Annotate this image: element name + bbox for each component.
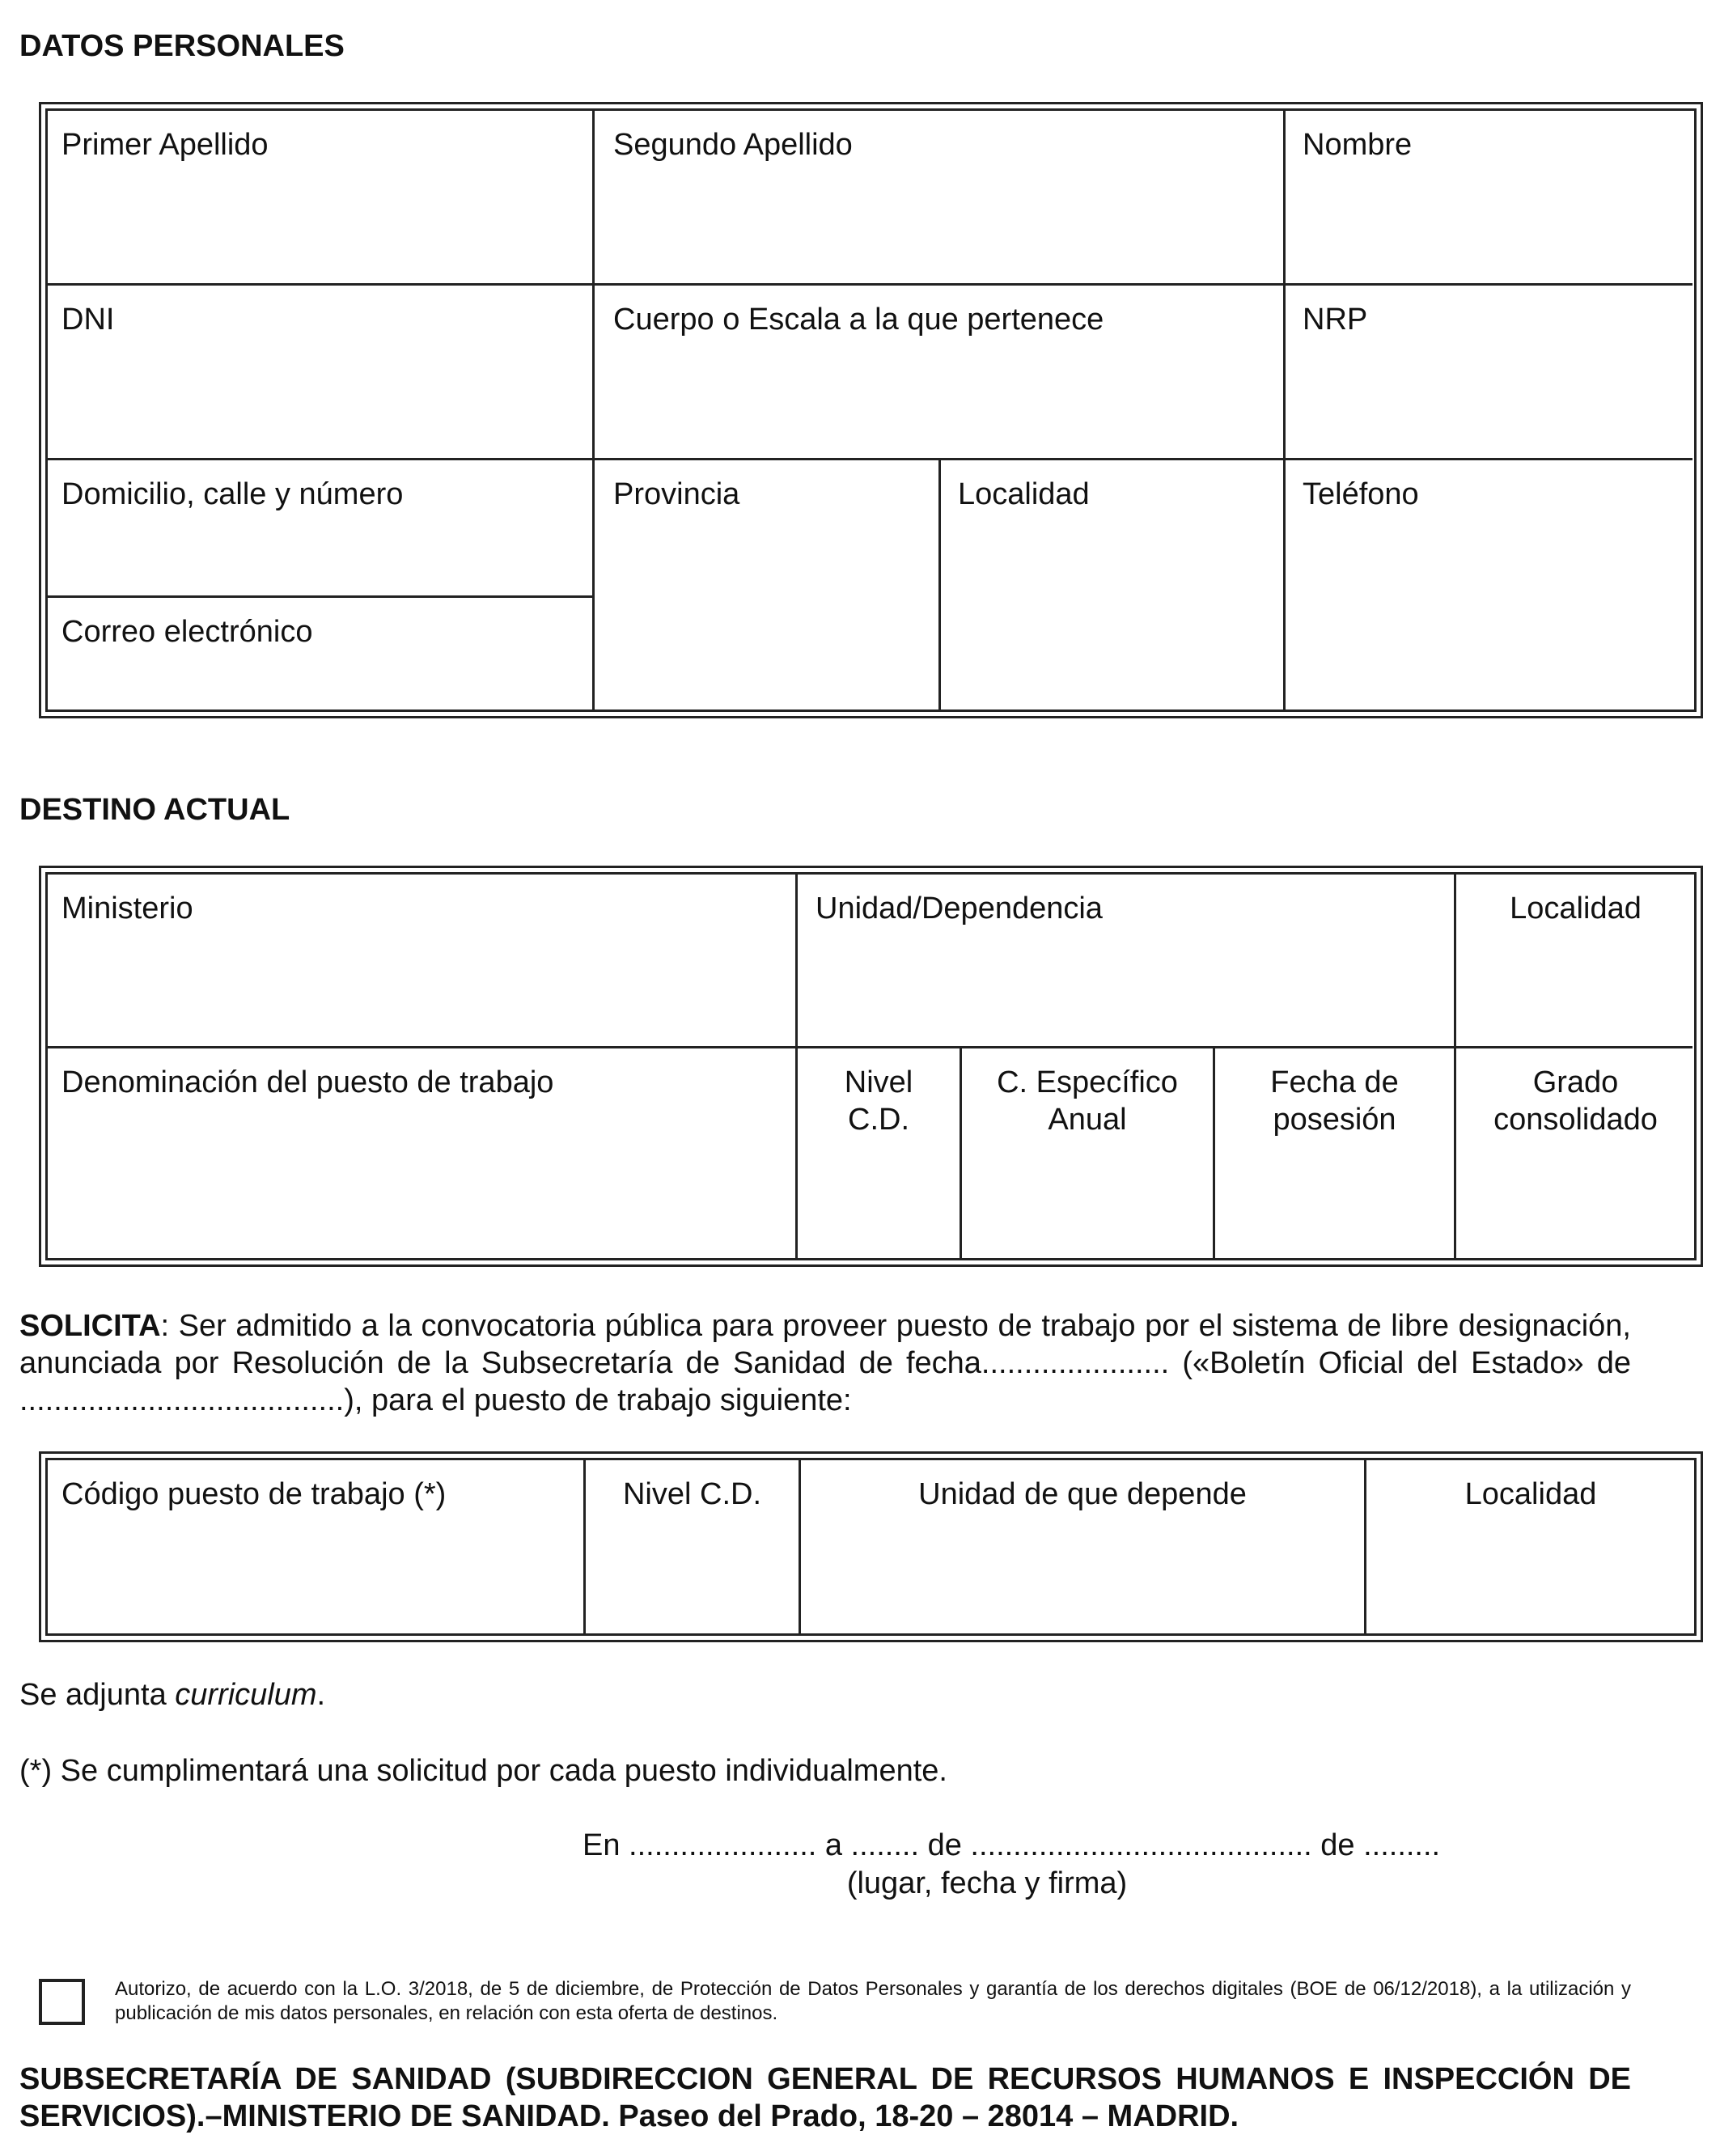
unidad-depende-field[interactable] bbox=[801, 1476, 1364, 1513]
unidad-depende-label: Unidad de que depende bbox=[918, 1477, 1247, 1511]
localidad-actual-field[interactable] bbox=[1456, 890, 1695, 927]
correo-label: Correo electrónico bbox=[61, 615, 313, 649]
c-especifico-label-line2: Anual bbox=[1048, 1103, 1127, 1137]
nrp-label: NRP bbox=[1303, 303, 1368, 337]
dni-label: DNI bbox=[61, 303, 115, 337]
primer-apellido-label: Primer Apellido bbox=[61, 128, 269, 162]
fecha-posesion-field[interactable] bbox=[1215, 1064, 1454, 1138]
cuerpo-escala-field[interactable] bbox=[613, 301, 1104, 338]
adjunta-prefix: Se adjunta bbox=[19, 1678, 176, 1712]
grado-consolidado-label-line2: consolidado bbox=[1493, 1103, 1658, 1137]
correo-field[interactable] bbox=[61, 613, 312, 650]
provincia-label: Provincia bbox=[613, 477, 740, 511]
solicita-paragraph bbox=[19, 1307, 1631, 1419]
nota-asterisco: (*) Se cumplimentará una solicitud por cada puesto individualmente. bbox=[19, 1754, 947, 1788]
dni-field[interactable] bbox=[61, 301, 114, 338]
provincia-field[interactable] bbox=[613, 476, 739, 513]
domicilio-field[interactable] bbox=[61, 476, 403, 513]
localidad-solicitada-field[interactable] bbox=[1366, 1476, 1695, 1513]
localidad-field[interactable] bbox=[958, 476, 1090, 513]
grado-consolidado-label-line1: Grado bbox=[1532, 1065, 1619, 1099]
divider bbox=[1283, 108, 1286, 709]
nombre-label: Nombre bbox=[1303, 128, 1413, 162]
telefono-label: Teléfono bbox=[1303, 477, 1419, 511]
firma-caption: (lugar, fecha y firma) bbox=[846, 1866, 1128, 1900]
adjunta-italic: curriculum bbox=[175, 1678, 317, 1712]
solicita-text: : Ser admitido a la convocatoria pública para proveer puesto de trabajo por el sistema de libre designación, anunciada por Resolución de la Subsecretaría de Sanidad de fecha...................... («Boletín Oficial del Estado» de ......................................), para el puesto de trabajo siguiente: bbox=[19, 1309, 1631, 1417]
adjunta-curriculum bbox=[19, 1676, 325, 1713]
grado-consolidado-field[interactable] bbox=[1456, 1064, 1695, 1138]
ministerio-field[interactable] bbox=[61, 890, 193, 927]
fecha-posesion-label-line1: Fecha de bbox=[1270, 1065, 1399, 1099]
nivel-cd-field[interactable] bbox=[798, 1064, 960, 1138]
firma-line[interactable]: En ...................... a ........ de ........................................ de ......... bbox=[583, 1828, 1441, 1862]
datos-personales-heading: DATOS PERSONALES bbox=[19, 29, 345, 63]
adjunta-suffix: . bbox=[316, 1678, 326, 1712]
unidad-dependencia-label: Unidad/Dependencia bbox=[816, 892, 1103, 926]
nombre-field[interactable] bbox=[1303, 126, 1412, 163]
nivel-cd-solicitado-label: Nivel C.D. bbox=[622, 1477, 762, 1511]
divider bbox=[45, 1046, 1692, 1048]
divider bbox=[45, 283, 1692, 286]
segundo-apellido-field[interactable] bbox=[613, 126, 853, 163]
divider bbox=[45, 595, 593, 598]
autorizacion-checkbox[interactable] bbox=[39, 1979, 85, 2025]
unidad-dependencia-field[interactable] bbox=[816, 890, 1103, 927]
ministerio-label: Ministerio bbox=[61, 892, 193, 926]
divider bbox=[592, 108, 595, 709]
nivel-cd-label-line1: Nivel bbox=[844, 1065, 913, 1099]
divider bbox=[45, 458, 1692, 460]
localidad-actual-label: Localidad bbox=[1510, 892, 1642, 926]
footer-address: SUBSECRETARÍA DE SANIDAD (SUBDIRECCION GENERAL DE RECURSOS HUMANOS E INSPECCIÓN DE SERVICIOS).–MINISTERIO DE SANIDAD. Paseo del Prado, 18-20 – 28014 – MADRID. bbox=[19, 2062, 1631, 2133]
fecha-posesion-label-line2: posesión bbox=[1273, 1103, 1396, 1137]
autorizacion-text: Autorizo, de acuerdo con la L.O. 3/2018, de 5 de diciembre, de Protección de Datos Personales y garantía de los derechos digitales (BOE de 06/12/2018), a la utilización y publicación de mis datos personales, en relación con esta oferta de destinos. bbox=[115, 1978, 1631, 2024]
nivel-cd-label-line2: C.D. bbox=[848, 1103, 909, 1137]
c-especifico-label-line1: C. Específico bbox=[997, 1065, 1178, 1099]
c-especifico-field[interactable] bbox=[962, 1064, 1213, 1138]
codigo-puesto-label: Código puesto de trabajo (*) bbox=[61, 1477, 447, 1511]
destino-actual-heading: DESTINO ACTUAL bbox=[19, 793, 290, 827]
telefono-field[interactable] bbox=[1303, 476, 1419, 513]
localidad-label: Localidad bbox=[958, 477, 1090, 511]
divider bbox=[938, 458, 941, 709]
solicita-label: SOLICITA bbox=[19, 1309, 161, 1343]
localidad-solicitada-label: Localidad bbox=[1464, 1477, 1597, 1511]
denominacion-puesto-label: Denominación del puesto de trabajo bbox=[61, 1065, 554, 1099]
primer-apellido-field[interactable] bbox=[61, 126, 269, 163]
codigo-puesto-field[interactable] bbox=[61, 1476, 446, 1513]
nrp-field[interactable] bbox=[1303, 301, 1367, 338]
denominacion-puesto-field[interactable] bbox=[61, 1064, 553, 1101]
cuerpo-escala-label: Cuerpo o Escala a la que pertenece bbox=[613, 303, 1104, 337]
nivel-cd-solicitado-field[interactable] bbox=[586, 1476, 799, 1513]
segundo-apellido-label: Segundo Apellido bbox=[613, 128, 853, 162]
domicilio-label: Domicilio, calle y número bbox=[61, 477, 404, 511]
